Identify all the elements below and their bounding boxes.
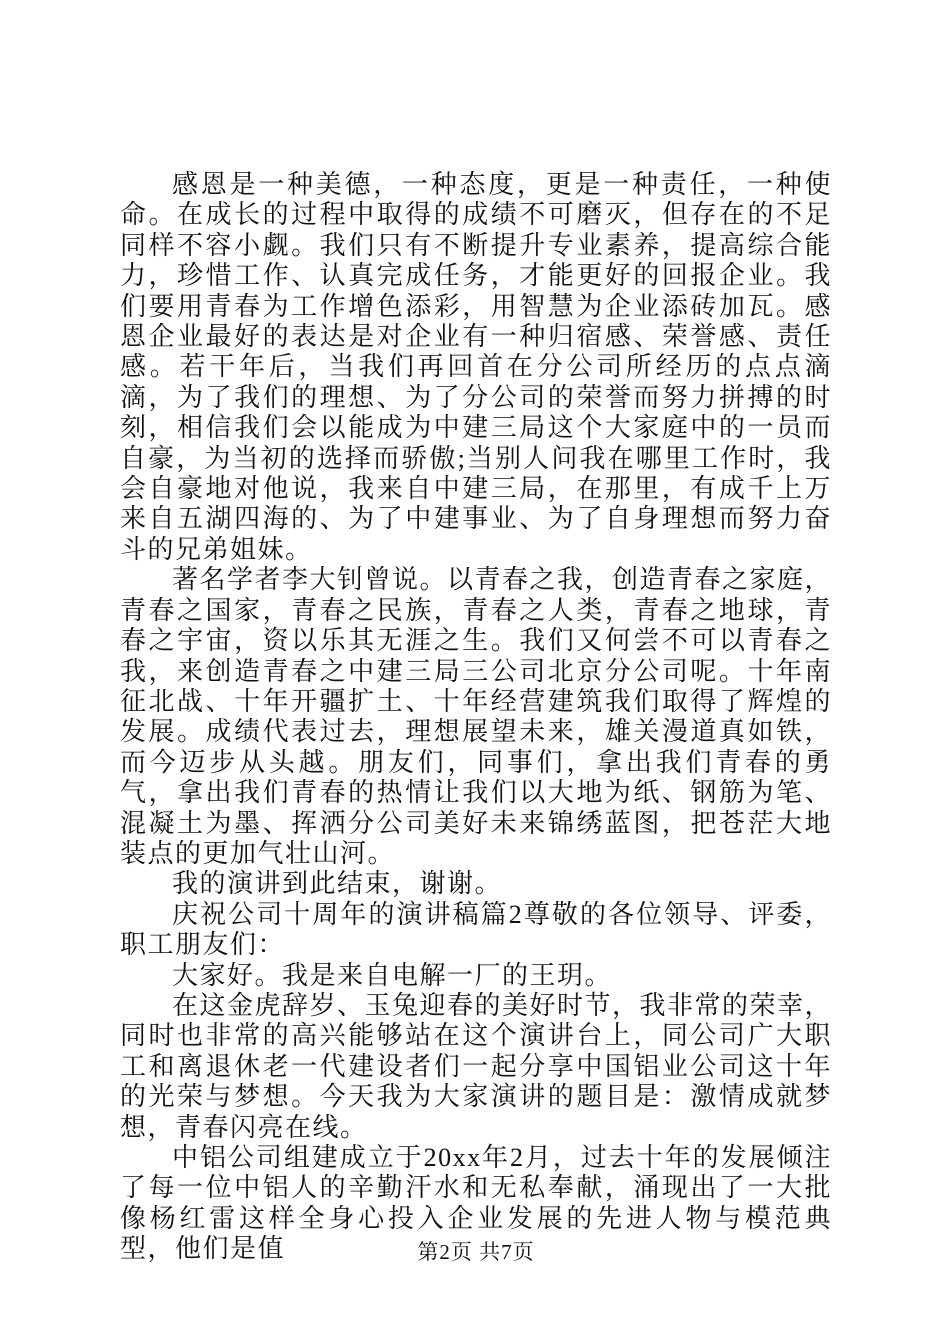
- paragraph-speech2-opening: 在这金虎辞岁、玉兔迎春的美好时节，我非常的荣幸，同时也非常的高兴能够站在这个演讲台上，同公司广大职工和离退休老一代建设者们一起分享中国铝业公司这十年的光荣与梦想。今天我为大家演讲的题目是：激情成就梦想，青春闪亮在线。: [120, 990, 833, 1142]
- page-number-footer: 第2页 共7页: [417, 1240, 535, 1264]
- paragraph-self-introduction: 大家好。我是来自电解一厂的王玥。: [172, 960, 613, 990]
- paragraph-company-history: 中铝公司组建成立于20xx年2月，过去十年的发展倾注了每一位中铝人的辛勤汗水和无私奉献，涌现出了一大批像杨红雷这样全身心投入企业发展的先进人物与模范典型，他们是值: [120, 1143, 832, 1264]
- paragraph-speech2-salutation: 庆祝公司十周年的演讲稿篇2尊敬的各位领导、评委，职工朋友们：: [120, 899, 832, 960]
- paragraph-lidazhao-quote: 著名学者李大钊曾说。以青春之我，创造青春之家庭，青春之国家，青春之民族，青春之人类，青春之地球，青春之宇宙，资以乐其无涯之生。我们又何尝不可以青春之我，来创造青春之中建三局三公司北京分公司呢。十年南征北战、十年开疆扩土、十年经营建筑我们取得了辉煌的发展。成绩代表过去，理想展望未来，雄关漫道真如铁，而今迈步从头越。朋友们，同事们，拿出我们青春的勇气，拿出我们青春的热情让我们以大地为纸、钢筋为笔、混凝土为墨、挥洒分公司美好未来锦绣蓝图，把苍茫大地装点的更加气壮山河。: [120, 565, 833, 868]
- document-body: [120, 170, 832, 1265]
- paragraph-speech-end: 我的演讲到此结束，谢谢。: [172, 869, 503, 899]
- paragraph-gratitude: 感恩是一种美德，一种态度，更是一种责任，一种使命。在成长的过程中取得的成绩不可磨灭，但存在的不足同样不容小觑。我们只有不断提升专业素养，提高综合能力，珍惜工作、认真完成任务，才能更好的回报企业。我们要用青春为工作增色添彩，用智慧为企业添砖加瓦。感恩企业最好的表达是对企业有一种归宿感、荣誉感、责任感。若干年后，当我们再回首在分公司所经历的点点滴滴，为了我们的理想、为了分公司的荣誉而努力拼搏的时刻，相信我们会以能成为中建三局这个大家庭中的一员而自豪，为当初的选择而骄傲;当别人问我在哪里工作时，我会自豪地对他说，我来自中建三局，在那里，有成千上万来自五湖四海的、为了中建事业、为了自身理想而努力奋斗的兄弟姐妹。: [120, 170, 832, 564]
